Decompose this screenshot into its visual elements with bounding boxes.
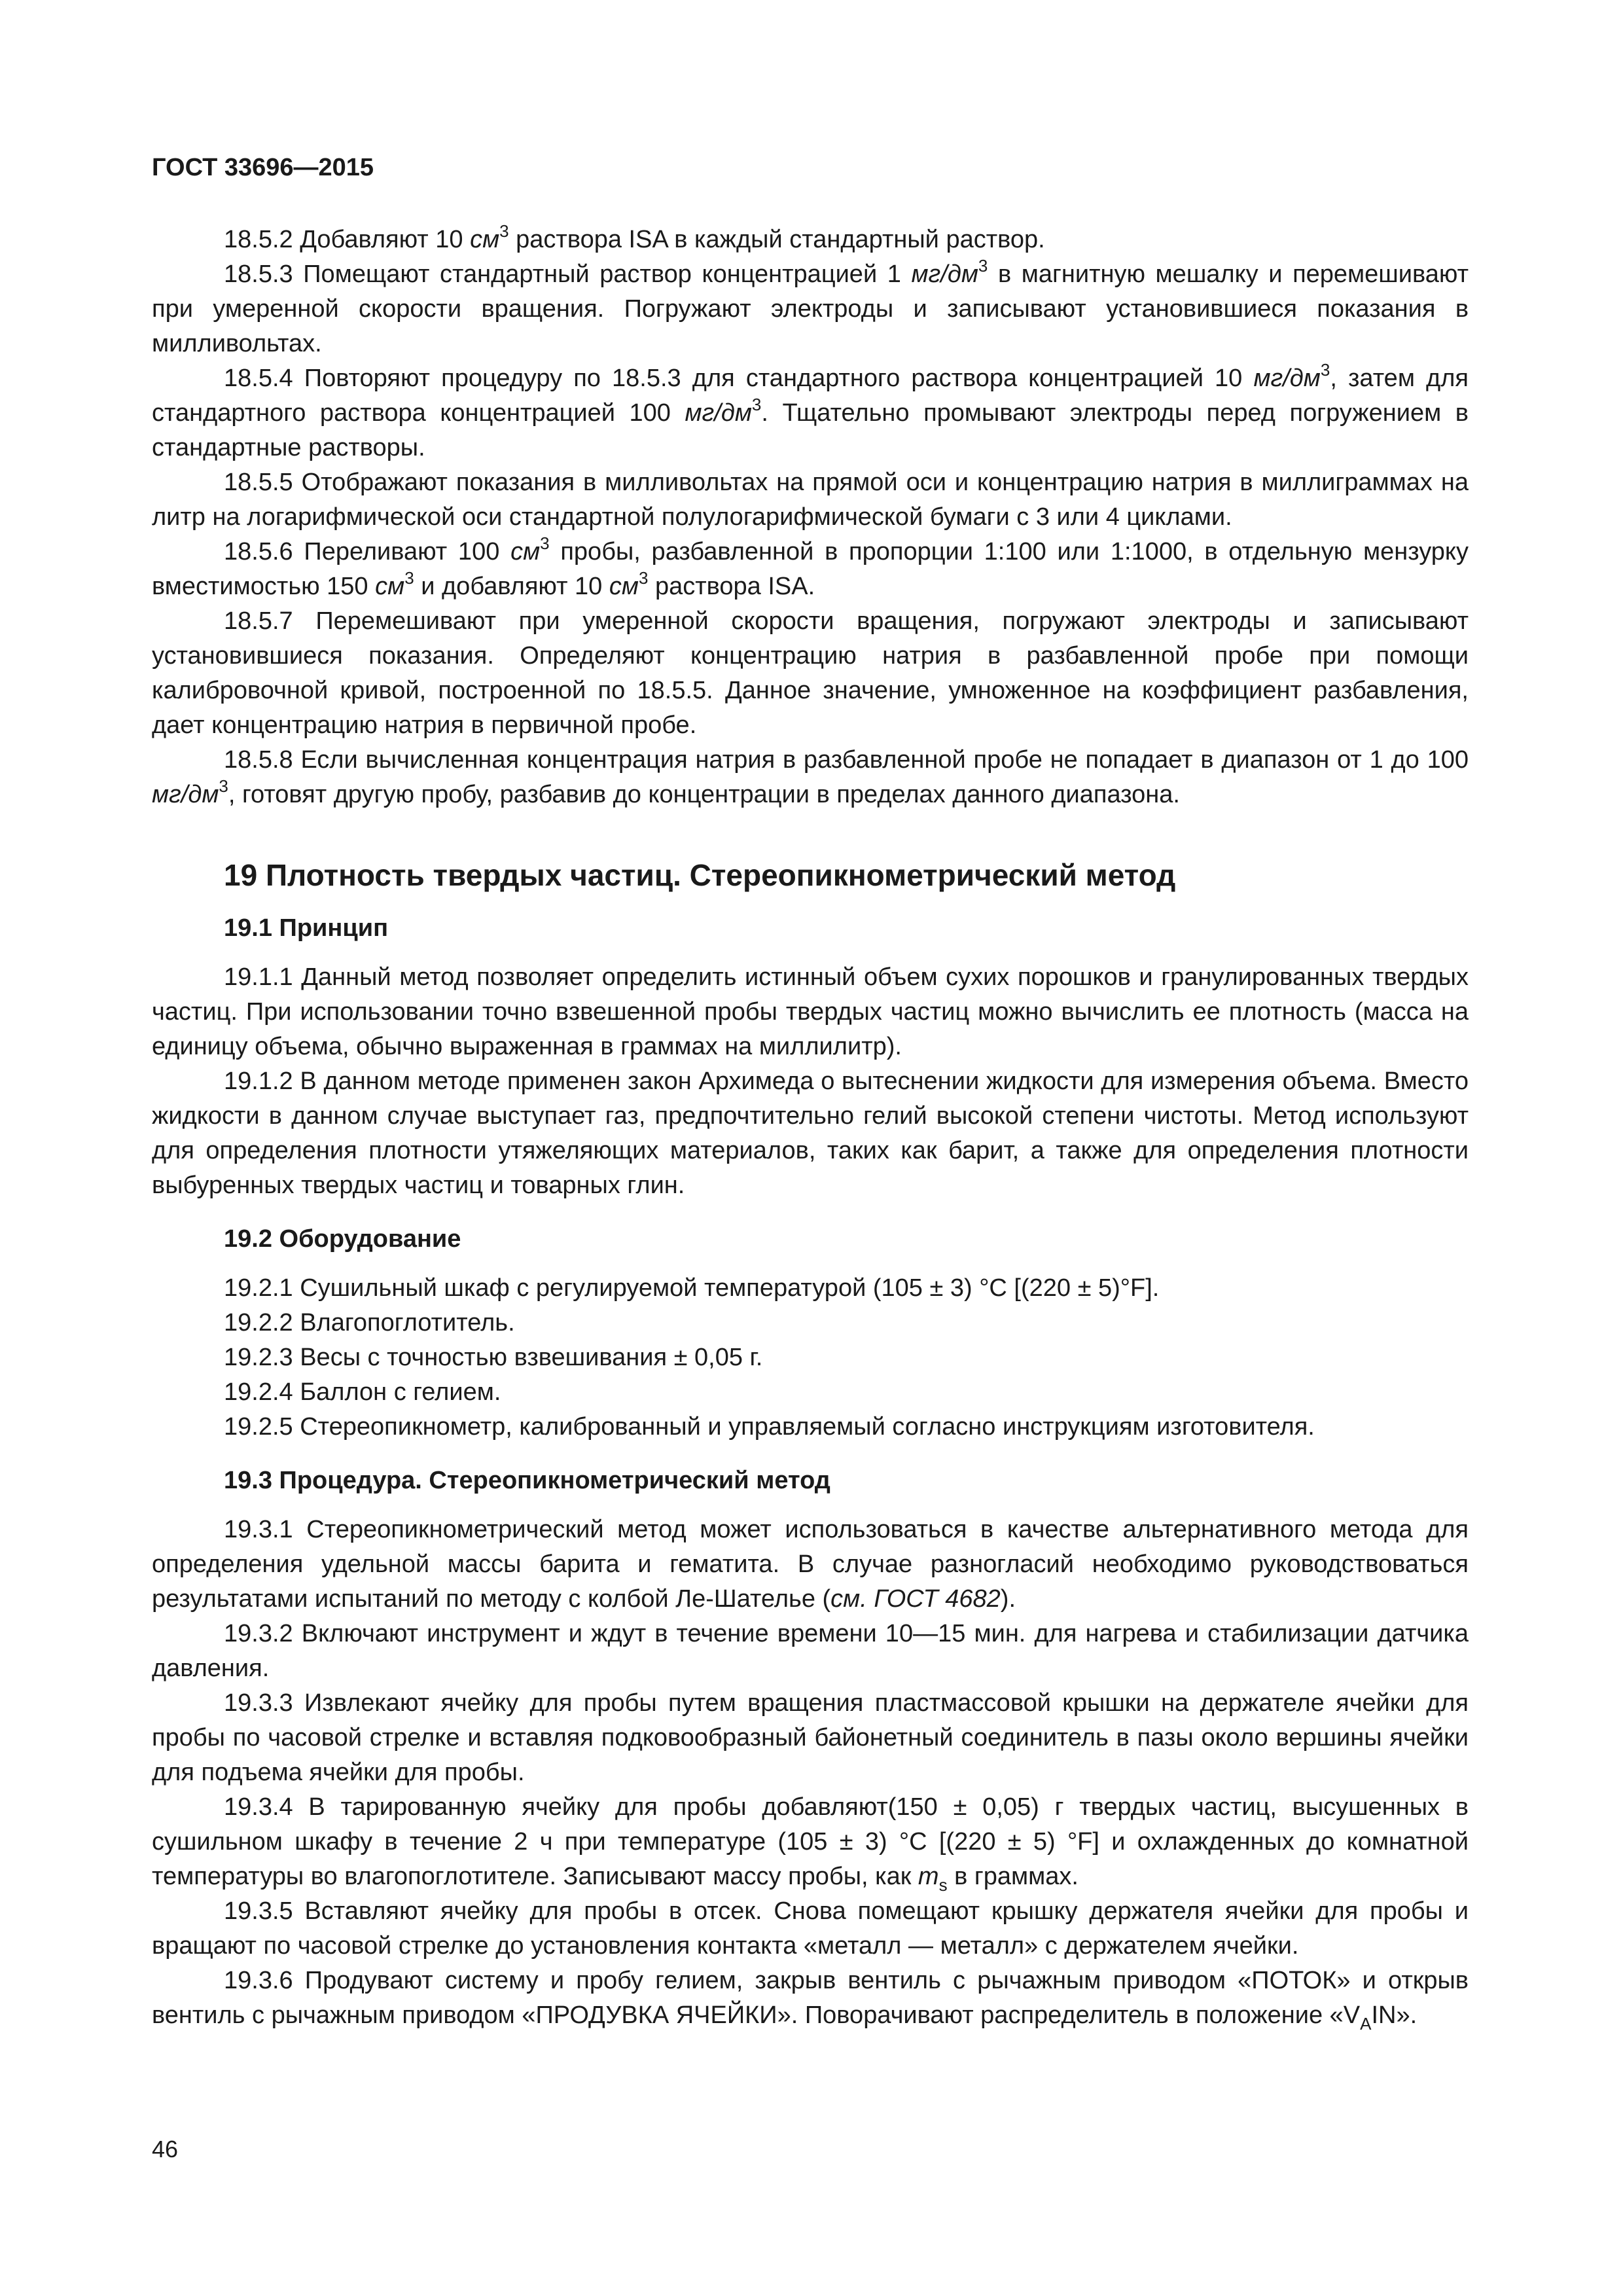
paragraph-19-3-5: 19.3.5 Вставляют ячейку для пробы в отсек. Снова помещают крышку держателя ячейки для пробы и вращают по часовой стрелке до установления контакта «металл — металл» с держателем ячейки.: [152, 1897, 1469, 1960]
page-number: 46: [152, 2136, 179, 2162]
paragraph-19-3-1: 19.3.1 Стереопикнометрический метод может использоваться в качестве альтернативного метода для определения удельной массы барита и гематита. В случае разногласий необходимо руководствоваться результатами испытаний по методу с колбой Ле-Шателье (см. ГОСТ 4682).: [152, 1516, 1469, 1613]
document-header: ГОСТ 33696—2015: [152, 154, 374, 181]
mass-variable: m: [918, 1863, 939, 1890]
paragraph-19-3-3: 19.3.3 Извлекают ячейку для пробы путем вращения пластмассовой крышки на держателе ячейки для пробы по часовой стрелке и вставляя подковообразный байонетный соединитель в пазы около вершины ячейки для подъема ячейки для пробы.: [152, 1689, 1469, 1786]
paragraph-19-3-6: 19.3.6 Продувают систему и пробу гелием, закрыв вентиль с рычажным приводом «ПОТОК» и открыв вентиль с рычажным приводом «ПРОДУВКА ЯЧЕЙКИ». Поворачивают распределитель в положение «$V_AIN$».: [152, 1967, 1469, 2034]
subsection-19-3-heading: 19.3 Процедура. Стереопикнометрический метод: [224, 1467, 830, 1494]
paragraph-18-5-2: 18.5.2 Добавляют 10 $см^3$ раствора ISA в каждый стандартный раствор.: [224, 221, 1045, 253]
list-item-19-2-4: 19.2.4 Баллон с гелием.: [224, 1378, 501, 1406]
paragraph-19-3-2: 19.3.2 Включают инструмент и ждут в течение времени 10—15 мин. для нагрева и стабилизации датчика давления.: [152, 1620, 1469, 1682]
subsection-19-1-heading: 19.1 Принцип: [224, 914, 389, 942]
paragraph-18-5-5: 18.5.5 Отображают показания в милливольтах на прямой оси и концентрацию натрия в миллиграммах на литр на логарифмической оси стандартной полулогарифмической бумаги с 3 или 4 циклами.: [152, 469, 1469, 531]
paragraph-18-5-3: 18.5.3 Помещают стандартный раствор концентрацией 1 $мг/дм^3$ в магнитную мешалку и перемешивают при умеренной скорости вращения. Погружают электроды и записывают установившиеся показания в милливольтах.: [152, 256, 1469, 357]
list-item-19-2-1: 19.2.1 Сушильный шкаф с регулируемой температурой (105 ± 3) °С [(220 ± 5)°F].: [224, 1274, 1160, 1302]
section-19-heading: 19 Плотность твердых частиц. Стереопикнометрический метод: [224, 858, 1176, 892]
list-item-19-2-3: 19.2.3 Весы с точностью взвешивания ± 0,05 г.: [224, 1344, 763, 1371]
paragraph-18-5-4: 18.5.4 Повторяют процедуру по 18.5.3 для стандартного раствора концентрацией 10 $мг/дм^3$, затем для стандартного раствора концентрацией 100 $мг/дм^3$. Тщательно промывают электроды перед погружением в стандартные растворы.: [152, 360, 1469, 461]
standard-reference: см. ГОСТ 4682: [830, 1585, 1001, 1613]
paragraph-18-5-6: 18.5.6 Переливают 100 $см^3$ пробы, разбавленной в пропорции 1:100 или 1:1000, в отдельную мензурку вместимостью 150 $см^3$ и добавляют 10 $см^3$ раствора ISA.: [152, 533, 1469, 600]
paragraph-18-5-8: 18.5.8 Если вычисленная концентрация натрия в разбавленной пробе не попадает в диапазон от 1 до 100 $мг/дм^3$, готовят другую пробу, разбавив до концентрации в пределах данного диапазона.: [152, 746, 1469, 808]
paragraph-19-1-1: 19.1.1 Данный метод позволяет определить истинный объем сухих порошков и гранулированных твердых частиц. При использовании точно взвешенной пробы твердых частиц можно вычислить ее плотность (масса на единицу объема, обычно выраженная в граммах на миллилитр).: [152, 963, 1469, 1060]
list-item-19-2-5: 19.2.5 Стереопикнометр, калиброванный и управляемый согласно инструкциям изготовителя.: [224, 1413, 1315, 1441]
paragraph-19-1-2: 19.1.2 В данном методе применен закон Архимеда о вытеснении жидкости для измерения объема. Вместо жидкости в данном случае выступает газ, предпочтительно гелий высокой степени чистоты. Метод используют для определения плотности утяжеляющих материалов, таких как барит, а также для определения плотности выбуренных твердых частиц и товарных глин.: [152, 1067, 1469, 1199]
subsection-19-2-heading: 19.2 Оборудование: [224, 1225, 461, 1253]
paragraph-18-5-7: 18.5.7 Перемешивают при умеренной скорости вращения, погружают электроды и записывают установившиеся показания. Определяют концентрацию натрия в разбавленной пробе при помощи калибровочной кривой, построенной по 18.5.5. Данное значение, умноженное на коэффициент разбавления, дает концентрацию натрия в первичной пробе.: [152, 607, 1469, 739]
document-body: [152, 223, 1469, 2033]
paragraph-19-3-4: 19.3.4 В тарированную ячейку для пробы добавляют(150 ± 0,05) г твердых частиц, высушенных в сушильном шкафу в течение 2 ч при температуре (105 ± 3) °С [(220 ± 5) °F] и охлажденных до комнатной температуры во влагопоглотителе. Записывают массу пробы, как $m_s$ в граммах.: [152, 1793, 1469, 1895]
list-item-19-2-2: 19.2.2 Влагопоглотитель.: [224, 1309, 515, 1336]
